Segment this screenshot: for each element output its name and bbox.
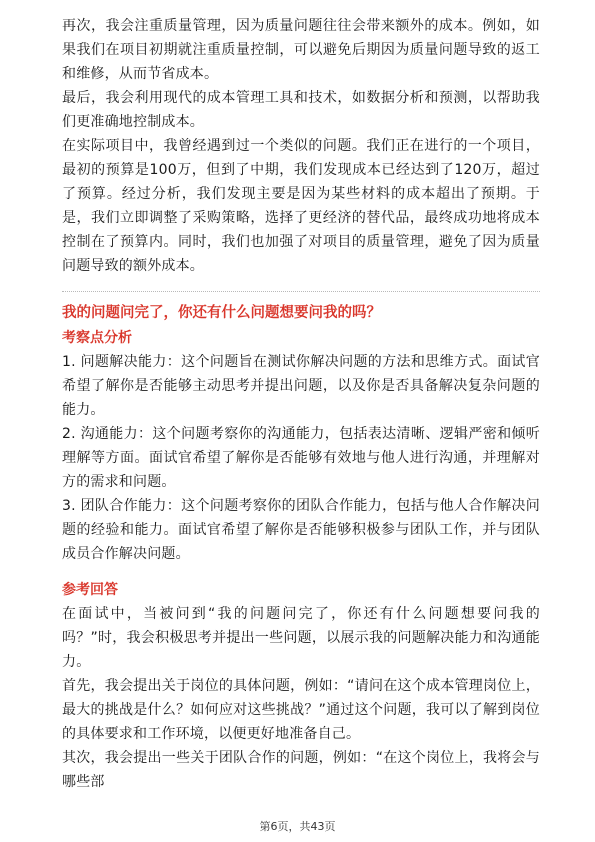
spacer [62, 566, 540, 578]
answer-paragraph: 首先，我会提出关于岗位的具体问题，例如：“请问在这个成本管理岗位上，最大的挑战是什么？如何应对这些挑战？”通过这个问题，我可以了解到岗位的具体要求和工作环境，以便更好地准备自己。 [62, 678, 540, 742]
analysis-item: 2. 沟通能力：这个问题考察你的沟通能力，包括表达清晰、逻辑严密和倾听理解等方面。面试官希望了解你是否能够有效地与他人进行沟通，并理解对方的需求和问题。 [62, 426, 540, 490]
section-divider [62, 291, 540, 292]
analysis-item: 1. 问题解决能力：这个问题旨在测试你解决问题的方法和思维方式。面试官希望了解你是否能够主动思考并提出问题，以及你是否具备解决复杂问题的能力。 [62, 354, 540, 418]
answer-heading: 参考回答 [62, 582, 118, 598]
body-paragraph: 再次，我会注重质量管理，因为质量问题往往会带来额外的成本。例如，如果我们在项目初期就注重质量控制，可以避免后期因为质量问题导致的返工和维修，从而节省成本。 [62, 18, 540, 82]
page-content [62, 14, 540, 794]
page-footer: 第6页，共43页 [259, 820, 336, 833]
body-paragraph: 最后，我会利用现代的成本管理工具和技术，如数据分析和预测，以帮助我们更准确地控制成本。 [62, 90, 540, 130]
body-paragraph: 在实际项目中，我曾经遇到过一个类似的问题。我们正在进行的一个项目，最初的预算是100万，但到了中期，我们发现成本已经达到了120万，超过了预算。经过分析，我们发现主要是因为某些材料的成本超出了预期。于是，我们立即调整了采购策略，选择了更经济的替代品，最终成功地将成本控制在了预算内。同时，我们也加强了对项目的质量管理，避免了因为质量问题导致的额外成本。 [62, 138, 540, 274]
question-heading: 我的问题问完了，你还有什么问题想要问我的吗？ [62, 305, 381, 321]
answer-paragraph: 在面试中，当被问到“我的问题问完了，你还有什么问题想要问我的吗？”时，我会积极思考并提出一些问题，以展示我的问题解决能力和沟通能力。 [62, 606, 540, 670]
analysis-item: 3. 团队合作能力：这个问题考察你的团队合作能力，包括与他人合作解决问题的经验和能力。面试官希望了解你是否能够积极参与团队工作，并与团队成员合作解决问题。 [62, 498, 540, 562]
analysis-heading: 考察点分析 [62, 330, 132, 346]
answer-paragraph: 其次，我会提出一些关于团队合作的问题，例如：“在这个岗位上，我将会与哪些部 [62, 750, 540, 790]
